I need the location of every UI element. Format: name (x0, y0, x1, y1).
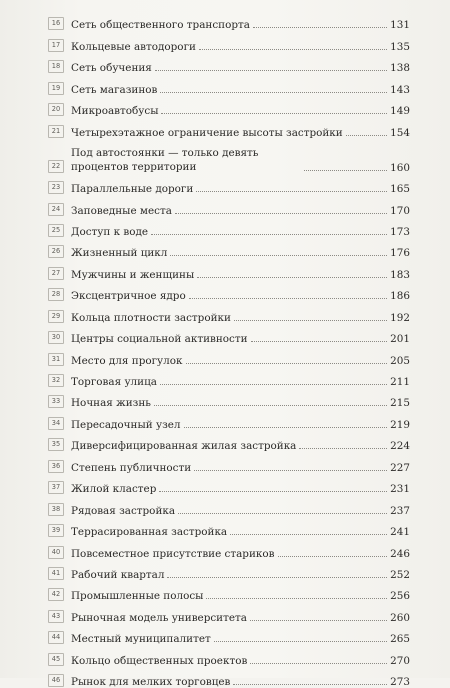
dot-leader (214, 641, 387, 642)
toc-entry-title: Местный муниципалитет (71, 633, 211, 646)
toc-entry-title: Жилой кластер (71, 483, 157, 496)
pattern-number-badge: 46 (48, 674, 64, 687)
toc-entry (48, 53, 410, 74)
dot-leader (160, 92, 387, 93)
toc-entry (48, 645, 410, 666)
toc-entry-page-number: 131 (390, 19, 410, 32)
toc-entry-page-number: 205 (390, 354, 410, 367)
pattern-number-badge: 27 (48, 267, 64, 280)
toc-entry-page-number: 176 (390, 247, 410, 260)
pattern-number-badge: 18 (48, 60, 64, 73)
pattern-number-badge: 30 (48, 331, 64, 344)
pattern-number-badge: 26 (48, 245, 64, 258)
dot-leader (189, 298, 387, 299)
toc-entry-title: Параллельные дороги (71, 183, 194, 196)
pattern-number-badge: 41 (48, 567, 64, 580)
dot-leader (194, 470, 387, 471)
pattern-number-badge: 29 (48, 310, 64, 323)
dot-leader (196, 191, 387, 192)
toc-entry-page-number: 256 (390, 590, 410, 603)
toc-entry (48, 581, 410, 602)
pattern-number-badge: 37 (48, 481, 64, 494)
toc-entry (48, 302, 410, 323)
dot-leader (186, 363, 388, 364)
toc-entry-title: Жизненный цикл (71, 247, 168, 260)
toc-entry-title: Террасированная застройка (71, 526, 228, 539)
toc-entry-page-number: 170 (390, 204, 410, 217)
toc-entry (48, 259, 410, 280)
dot-leader (304, 170, 387, 171)
toc-entry (48, 96, 410, 117)
toc-entry-page-number: 252 (390, 568, 410, 581)
toc-entry-title: Диверсифицированная жилая застройка (71, 440, 297, 453)
dot-leader (160, 384, 387, 385)
toc-entry-title: Четырехэтажное ограничение высоты застройки (71, 126, 343, 139)
toc-entry-title: Кольца плотности застройки (71, 311, 231, 324)
toc-entry-page-number: 211 (390, 376, 410, 388)
toc-entry-page-number: 154 (390, 126, 410, 139)
toc-entry-title: Эксцентричное ядро (71, 290, 186, 303)
dot-leader (154, 405, 387, 406)
toc-entry-title: Рядовая застройка (71, 504, 176, 517)
toc-entry-title: Торговая улица (71, 376, 157, 388)
toc-entry (48, 31, 410, 52)
pattern-number-badge: 17 (48, 39, 64, 52)
toc-entry-page-number: 192 (390, 311, 410, 324)
toc-entry-page-number: 160 (390, 161, 410, 174)
toc-entry-title: Кольцевые автодороги (71, 40, 196, 53)
pattern-number-badge: 43 (48, 610, 64, 623)
toc-entry (48, 602, 410, 623)
toc-entry-page-number: 260 (390, 611, 410, 624)
dot-leader (346, 135, 387, 136)
toc-entry (48, 324, 410, 345)
toc-entry (48, 538, 410, 559)
toc-entry-title: Центры социальной активности (71, 333, 248, 346)
toc-entry (48, 409, 410, 430)
toc-entry-title: Рабочий квартал (71, 568, 165, 581)
toc-entry-title: Ночная жизнь (71, 397, 151, 410)
dot-leader (170, 255, 387, 256)
toc-entry (48, 139, 410, 174)
toc-entry-page-number: 183 (390, 268, 410, 281)
toc-entry-title: Рынок для мелких торговцев (71, 676, 231, 688)
dot-leader (250, 620, 387, 621)
toc-entry-page-number: 186 (390, 290, 410, 303)
pattern-number-badge: 38 (48, 503, 64, 516)
toc-entry-page-number: 173 (390, 225, 410, 238)
pattern-number-badge: 35 (48, 438, 64, 451)
toc-entry (48, 217, 410, 238)
toc-entry (48, 238, 410, 259)
dot-leader (178, 513, 387, 514)
pattern-number-badge: 33 (48, 395, 64, 408)
toc-entry-page-number: 224 (390, 440, 410, 453)
toc-entry (48, 517, 410, 538)
toc-entry-page-number: 246 (390, 547, 410, 560)
pattern-number-badge: 44 (48, 631, 64, 644)
dot-leader (299, 448, 387, 449)
toc-entry (48, 281, 410, 302)
toc-entry-title: Степень публичности (71, 461, 192, 474)
toc-entry-title: Место для прогулок (71, 354, 183, 367)
toc-entry-title: Микроавтобусы (71, 105, 159, 118)
pattern-number-badge: 19 (48, 82, 64, 95)
toc-entry-title: Заповедные места (71, 204, 172, 217)
dot-leader (206, 598, 387, 599)
pattern-number-badge: 21 (48, 125, 64, 138)
toc-entry-title: Сеть обучения (71, 62, 152, 75)
toc-entry-page-number: 165 (390, 183, 410, 196)
toc-entry-title: Сеть магазинов (71, 83, 158, 96)
toc-entry-page-number: 138 (390, 62, 410, 75)
toc-entry (48, 431, 410, 452)
pattern-number-badge: 45 (48, 653, 64, 666)
toc-entry-title: Повсеместное присутствие стариков (71, 547, 275, 560)
dot-leader (250, 663, 387, 664)
toc-entry (48, 495, 410, 516)
toc-entry-title: Доступ к воде (71, 225, 149, 238)
toc-entry-page-number: 149 (390, 105, 410, 118)
toc-entry-page-number: 201 (390, 333, 410, 346)
toc-entry-page-number: 135 (390, 40, 410, 53)
toc-entry (48, 452, 410, 473)
dot-leader (199, 49, 387, 50)
toc-entry (48, 667, 410, 688)
dot-leader (253, 27, 387, 28)
dot-leader (151, 234, 387, 235)
pattern-number-badge: 25 (48, 224, 64, 237)
toc-entry (48, 474, 410, 495)
dot-leader (155, 70, 387, 71)
pattern-number-badge: 34 (48, 417, 64, 430)
dot-leader (184, 427, 388, 428)
toc-entry (48, 624, 410, 645)
pattern-number-badge: 16 (48, 17, 64, 30)
toc-entry-title: Под автостоянки — только девять процентов территории (71, 146, 259, 173)
toc-entry-page-number: 270 (390, 654, 410, 667)
toc-entry (48, 74, 410, 95)
toc-entry-title: Сеть общественного транспорта (71, 19, 250, 32)
toc-entry-title: Пересадочный узел (71, 418, 181, 431)
dot-leader (197, 277, 387, 278)
dot-leader (233, 684, 387, 685)
toc-entry-page-number: 231 (390, 483, 410, 496)
toc-entry-title: Промышленные полосы (71, 590, 204, 603)
toc-entry (48, 10, 410, 31)
toc-entry-page-number: 273 (390, 676, 410, 688)
toc-entry-page-number: 241 (390, 526, 410, 539)
toc-entry-page-number: 237 (390, 504, 410, 517)
pattern-number-badge: 28 (48, 288, 64, 301)
toc-entry-page-number: 219 (390, 418, 410, 431)
toc-entry (48, 560, 410, 581)
toc-entry (48, 195, 410, 216)
pattern-number-badge: 22 (48, 160, 64, 173)
dot-leader (159, 491, 387, 492)
toc-entry-page-number: 227 (390, 461, 410, 474)
dot-leader (251, 341, 388, 342)
table-of-contents (48, 10, 410, 688)
toc-entry (48, 388, 410, 409)
pattern-number-badge: 40 (48, 546, 64, 559)
toc-entry-page-number: 265 (390, 633, 410, 646)
dot-leader (230, 534, 387, 535)
pattern-number-badge: 31 (48, 353, 64, 366)
pattern-number-badge: 36 (48, 460, 64, 473)
pattern-number-badge: 24 (48, 203, 64, 216)
dot-leader (234, 320, 387, 321)
toc-entry-page-number: 215 (390, 397, 410, 410)
pattern-number-badge: 42 (48, 588, 64, 601)
dot-leader (175, 213, 387, 214)
dot-leader (278, 556, 388, 557)
toc-entry-page-number: 143 (390, 83, 410, 96)
pattern-number-badge: 39 (48, 524, 64, 537)
dot-leader (167, 577, 387, 578)
pattern-number-badge: 32 (48, 374, 64, 387)
pattern-number-badge: 23 (48, 181, 64, 194)
toc-entry-title: Рыночная модель университета (71, 611, 247, 624)
toc-entry (48, 117, 410, 138)
toc-entry (48, 174, 410, 195)
toc-entry (48, 345, 410, 366)
pattern-number-badge: 20 (48, 103, 64, 116)
toc-entry-title: Мужчины и женщины (71, 268, 195, 281)
toc-entry (48, 367, 410, 388)
toc-entry-title: Кольцо общественных проектов (71, 654, 248, 667)
dot-leader (161, 113, 387, 114)
